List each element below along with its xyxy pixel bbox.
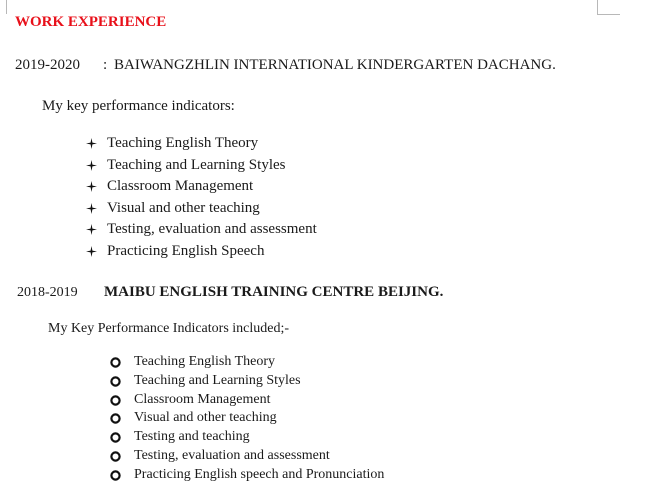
section-heading: WORK EXPERIENCE (15, 14, 167, 30)
list-item-label: Classroom Management (134, 391, 271, 407)
list-item (86, 219, 317, 241)
list-item (86, 176, 317, 198)
list-item-label: Practicing English Speech (107, 242, 265, 259)
job-1-intro: My key performance indicators: (42, 98, 235, 114)
hollow-circle-icon (110, 451, 121, 462)
list-item-label: Visual and other teaching (134, 410, 277, 426)
four-point-cross-icon (86, 138, 97, 149)
job-1-employer: BAIWANGZHLIN INTERNATIONAL KINDERGARTEN DACHANG. (114, 57, 556, 73)
job-2-kpi-list (109, 353, 384, 485)
hollow-circle-icon (110, 395, 121, 406)
four-point-cross-icon (86, 224, 97, 235)
hollow-circle-icon (110, 376, 121, 387)
job-1-years: 2019-2020 (15, 57, 80, 73)
four-point-cross-icon (86, 160, 97, 171)
list-item (86, 133, 317, 155)
list-item-label: Teaching and Learning Styles (134, 372, 301, 388)
hollow-circle-icon (110, 470, 121, 481)
list-item (109, 353, 384, 372)
list-item (109, 447, 384, 466)
job-2-intro: My Key Performance Indicators included;- (48, 321, 290, 336)
list-item-label: Testing, evaluation and assessment (134, 447, 330, 463)
list-item (86, 241, 317, 263)
page-corner-mark-right (597, 0, 620, 15)
page-corner-mark-left (0, 0, 7, 14)
list-item (109, 428, 384, 447)
list-item (86, 155, 317, 177)
list-item-label: Teaching English Theory (134, 354, 276, 369)
list-item-label: Testing, evaluation and assessment (107, 221, 317, 238)
list-item (109, 409, 384, 428)
list-item-label: Visual and other teaching (107, 199, 260, 216)
job-2-years: 2018-2019 (17, 285, 78, 300)
list-item-label: Teaching and Learning Styles (107, 156, 286, 173)
four-point-cross-icon (86, 203, 97, 214)
four-point-cross-icon (86, 181, 97, 192)
list-item-label: Classroom Management (107, 178, 254, 195)
list-item-label: Teaching English Theory (107, 135, 259, 151)
job-2-employer: MAIBU ENGLISH TRAINING CENTRE BEIJING. (104, 284, 444, 300)
four-point-cross-icon (86, 246, 97, 257)
list-item (109, 391, 384, 410)
list-item-label: Practicing English speech and Pronunciation (134, 466, 385, 482)
hollow-circle-icon (110, 432, 121, 443)
list-item (86, 198, 317, 220)
job-1-kpi-list (86, 133, 317, 263)
list-item (109, 466, 384, 485)
list-item-label: Testing and teaching (134, 429, 250, 445)
list-item (109, 372, 384, 391)
job-1-separator: : (103, 57, 108, 73)
hollow-circle-icon (110, 413, 121, 424)
hollow-circle-icon (110, 357, 121, 368)
